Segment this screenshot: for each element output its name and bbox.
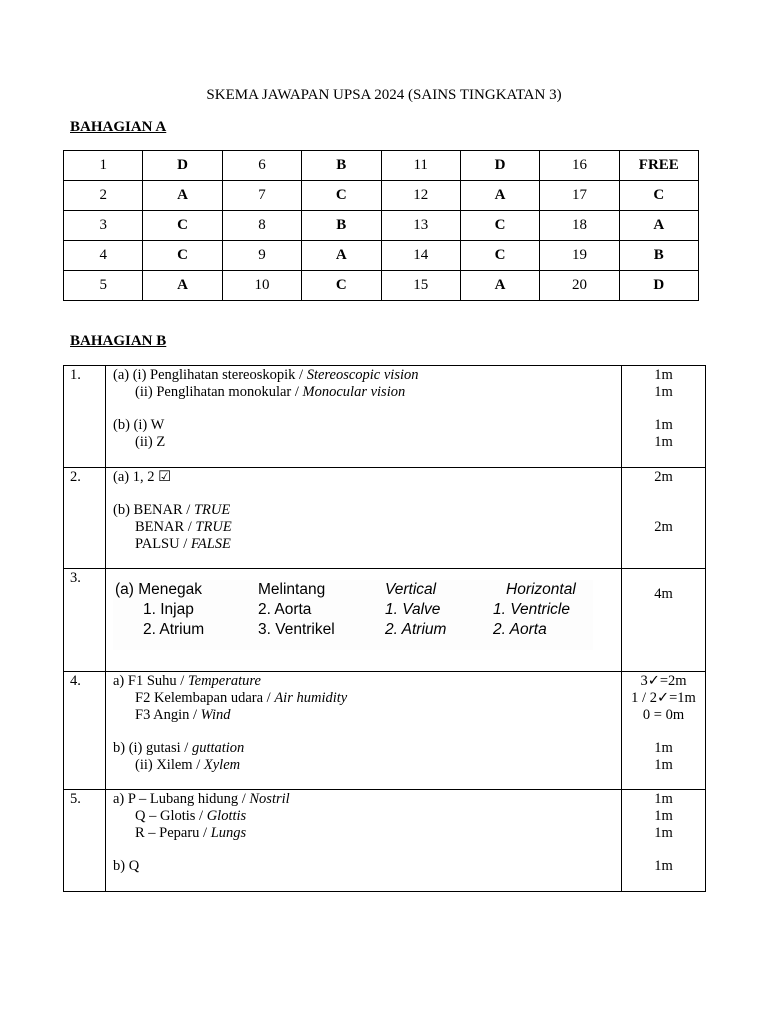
answer-cell: A: [460, 181, 539, 211]
question-answer: [106, 569, 622, 672]
question-number: 3.: [64, 569, 106, 672]
answer-column-menegak: (a) Menegak 1. Injap 2. Atrium: [115, 581, 205, 638]
answer-line: BENAR / TRUE: [135, 519, 232, 535]
question-number-cell: 14: [381, 241, 460, 271]
question-number-cell: 17: [540, 181, 619, 211]
question-number-cell: 20: [540, 271, 619, 301]
heart-structure-answer-image: [113, 580, 593, 650]
answer-line: (a) 1, 2 ☑: [113, 469, 172, 485]
question-number: 5.: [64, 790, 106, 892]
question-number-cell: 9: [222, 241, 301, 271]
answer-cell: C: [302, 271, 381, 301]
answer-line: R – Peparu / Lungs: [135, 825, 247, 841]
question-number-cell: 3: [64, 211, 143, 241]
question-row-4: [64, 672, 706, 790]
answer-cell: B: [302, 211, 381, 241]
answer-line: F3 Angin / Wind: [135, 707, 231, 723]
answer-row: [64, 151, 699, 181]
answer-cell: D: [143, 151, 222, 181]
answer-column-melintang: Melintang 2. Aorta 3. Ventrikel: [258, 581, 335, 638]
marks-cell: 3✓=2m 1 / 2✓=1m 0 = 0m 1m 1m: [622, 672, 706, 790]
answer-cell: D: [619, 271, 698, 301]
answer-cell: C: [619, 181, 698, 211]
answer-column-vertical: Vertical 1. Valve 2. Atrium: [385, 581, 447, 638]
question-row-3: [64, 569, 706, 672]
answer-cell: A: [619, 211, 698, 241]
answer-cell: A: [460, 271, 539, 301]
answer-cell: C: [460, 241, 539, 271]
answer-line: (a) (i) Penglihatan stereoskopik / Stereoscopic vision: [113, 367, 419, 383]
answer-line: (ii) Penglihatan monokular / Monocular vision: [135, 384, 406, 400]
section-b-heading: BAHAGIAN B: [70, 333, 167, 349]
question-answer: [106, 468, 622, 569]
answer-line: (ii) Z: [135, 434, 166, 450]
question-row-2: [64, 468, 706, 569]
question-answer: [106, 366, 622, 468]
answer-cell: A: [143, 181, 222, 211]
question-number-cell: 12: [381, 181, 460, 211]
question-number-cell: 11: [381, 151, 460, 181]
question-number-cell: 13: [381, 211, 460, 241]
question-number-cell: 5: [64, 271, 143, 301]
answer-cell: B: [619, 241, 698, 271]
answer-line: b) Q: [113, 858, 140, 874]
answer-cell: D: [460, 151, 539, 181]
question-number-cell: 1: [64, 151, 143, 181]
answer-cell: C: [143, 241, 222, 271]
question-number-cell: 16: [540, 151, 619, 181]
answer-line: a) P – Lubang hidung / Nostril: [113, 791, 290, 807]
question-answer: [106, 672, 622, 790]
answer-line: (ii) Xilem / Xylem: [135, 757, 241, 773]
question-row-5: [64, 790, 706, 892]
answer-line: F2 Kelembapan udara / Air humidity: [135, 690, 348, 706]
answer-line: (b) BENAR / TRUE: [113, 502, 231, 518]
section-b-answer-table: [63, 365, 706, 892]
question-row-1: [64, 366, 706, 468]
answer-cell: A: [143, 271, 222, 301]
question-number-cell: 7: [222, 181, 301, 211]
answer-line: b) (i) gutasi / guttation: [113, 740, 245, 756]
question-number-cell: 18: [540, 211, 619, 241]
answer-line: a) F1 Suhu / Temperature: [113, 673, 261, 689]
section-a-heading: BAHAGIAN A: [70, 119, 167, 135]
answer-line: Q – Glotis / Glottis: [135, 808, 247, 824]
document-title: SKEMA JAWAPAN UPSA 2024 (SAINS TINGKATAN 3): [206, 87, 562, 103]
answer-column-horizontal: Horizontal 1. Ventricle 2. Aorta: [493, 581, 576, 638]
question-number: 2.: [64, 468, 106, 569]
answer-cell: C: [302, 181, 381, 211]
question-number-cell: 2: [64, 181, 143, 211]
answer-cell: A: [302, 241, 381, 271]
marks-cell: 2m 2m: [622, 468, 706, 569]
section-a-answer-table: [63, 150, 699, 301]
marks-cell: 1m 1m 1m 1m: [622, 366, 706, 468]
answer-line: PALSU / FALSE: [135, 536, 231, 552]
answer-row: [64, 181, 699, 211]
answer-row: [64, 211, 699, 241]
question-number-cell: 10: [222, 271, 301, 301]
answer-line: (b) (i) W: [113, 417, 165, 433]
question-number-cell: 8: [222, 211, 301, 241]
question-number: 4.: [64, 672, 106, 790]
answer-row: [64, 271, 699, 301]
question-number: 1.: [64, 366, 106, 468]
answer-cell: FREE: [619, 151, 698, 181]
answer-row: [64, 241, 699, 271]
question-number-cell: 4: [64, 241, 143, 271]
question-number-cell: 6: [222, 151, 301, 181]
question-answer: [106, 790, 622, 892]
question-number-cell: 15: [381, 271, 460, 301]
answer-cell: C: [143, 211, 222, 241]
marks-cell: 1m 1m 1m 1m: [622, 790, 706, 892]
marks-cell: 4m: [622, 569, 706, 672]
question-number-cell: 19: [540, 241, 619, 271]
answer-cell: C: [460, 211, 539, 241]
answer-cell: B: [302, 151, 381, 181]
